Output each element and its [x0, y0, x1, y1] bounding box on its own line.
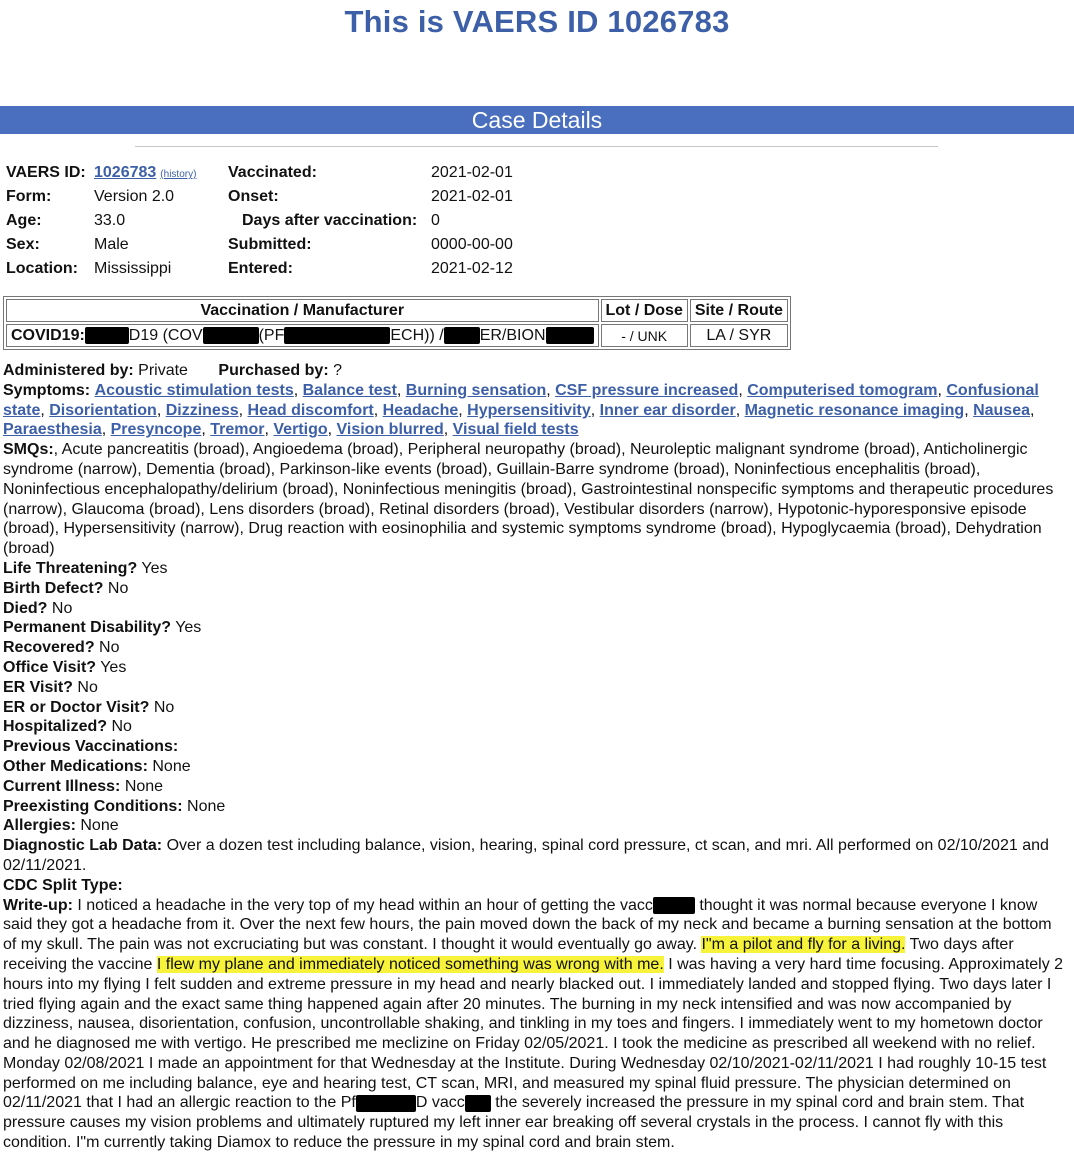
case-field-value: None: [124, 777, 164, 795]
case-field-row: [3, 579, 1067, 599]
case-field-row: [3, 618, 1067, 638]
vaccination-table: [3, 296, 791, 350]
vaccine-name-part: (PF: [258, 326, 285, 344]
writeup-text: the severely increased the pressure in my spinal cord and brain stem. That pressure causes my vision problems and ultimately ruptured my left inner ear breaking off several crystals in the process. I cannot fly with this condition. I"m currently taking Diamox to reduce the pressure in my spinal cord and brain stem.: [3, 1094, 1025, 1152]
symptom-link[interactable]: Head discomfort: [247, 401, 374, 419]
col-lot-dose: Lot / Dose: [601, 299, 688, 322]
vaccinated-value: 2021-02-01: [431, 164, 513, 181]
smqs-label: SMQs:: [3, 441, 54, 459]
case-field-label: ER Visit?: [3, 678, 73, 696]
symptoms-list: Acoustic stimulation tests, Balance test, Burning sensation, CSF pressure increased, Computerised tomogram, Confusional state, Disorientation, Dizziness, Head discomfort, Headache, Hypersensitivity, Inner ear disorder, Magnetic resonance imaging, Nausea, Paraesthesia, Presyncope, Tremor, Vertigo, Vision blurred, Visual field tests: [3, 381, 1039, 439]
case-field-row: [3, 737, 1067, 757]
vaers-id-label: VAERS ID:: [6, 164, 86, 181]
writeup-text: Two days after receiving the vaccine: [3, 936, 1014, 973]
submitted-value: 0000-00-00: [431, 236, 513, 253]
symptom-link[interactable]: Vision blurred: [336, 421, 444, 439]
symptom-link[interactable]: Acoustic stimulation tests: [94, 381, 294, 399]
case-field-label: Current Illness:: [3, 777, 121, 795]
entered-value: 2021-02-12: [431, 260, 513, 277]
sex-label: Sex:: [6, 236, 40, 253]
redaction-block: [356, 1095, 416, 1112]
case-field-value: No: [77, 678, 98, 696]
entered-label: Entered:: [228, 260, 293, 277]
purchased-label: Purchased by:: [218, 362, 329, 379]
symptom-link[interactable]: Visual field tests: [452, 421, 579, 439]
case-field-label: Previous Vaccinations:: [3, 738, 179, 756]
redaction-block: [546, 327, 594, 344]
symptom-link[interactable]: Tremor: [210, 421, 265, 439]
manufacturer-part: ER/BION: [479, 326, 546, 344]
redaction-block: [465, 1095, 491, 1112]
case-field-label: Office Visit?: [3, 658, 97, 676]
case-field-row: [3, 678, 1067, 698]
symptom-link[interactable]: Burning sensation: [405, 381, 547, 399]
vaccine-name-part: ECH)) /: [390, 326, 444, 344]
cdc-split-row: [3, 876, 1067, 896]
case-field-label: Life Threatening?: [3, 559, 138, 577]
location-value: Mississippi: [94, 260, 172, 277]
redaction-block: [653, 897, 695, 914]
administered-label: Administered by:: [3, 362, 134, 379]
sex-value: Male: [94, 236, 129, 253]
case-field-row: [3, 658, 1067, 678]
case-field-value: Yes: [141, 559, 168, 577]
case-field-value: No: [153, 698, 175, 716]
vaccinated-label: Vaccinated:: [228, 164, 317, 181]
symptom-link[interactable]: Dizziness: [165, 401, 239, 419]
divider: [135, 146, 938, 147]
case-field-label: Died?: [3, 599, 48, 617]
table-header-row: [6, 299, 788, 322]
case-field-label: Preexisting Conditions:: [3, 797, 183, 815]
case-field-value: Yes: [100, 658, 127, 676]
case-field-label: Recovered?: [3, 639, 95, 657]
writeup-text: I was having a very hard time focusing. Approximately 2 hours into my flying I felt sudden and extreme pressure in my head and nearly blacked out. I immediately landed and stopped flying. Two days later I tried flying again and the exact same thing happened again after 20 minutes. The burning in my neck intensified and was now accompanied by dizziness, nausea, disorientation, confusion, uncontrollable shaking, and tinkling in my toes and fingers. I immediately went to my hometown doctor and he diagnosed me with vertigo. He prescribed me meclizine on Friday 02/05/2021. I took the medicine as prescribed all weekend with no relief. Monday 02/08/2021 I made an appointment for that Wednesday at the Institute. During Wednesday 02/10/2021-02/11/2021 I had roughly 10-15 test performed on me including balance, eye and hearing test, CT scan, MRI, and measured my spinal fluid pressure. The physician determined on 02/11/2021 that I had an allergic reaction to the Pf: [3, 955, 1064, 1112]
writeup-text: thought it was normal because everyone I know said they got a headache from it. Over the next few hours, the pain moved down the back of my neck and became a burning sensation at the bottom of my skull. The pain was not excruciating but was constant. I thought it would eventually go away.: [3, 896, 1052, 954]
case-field-row: [3, 717, 1067, 737]
onset-value: 2021-02-01: [431, 188, 513, 205]
form-label: Form:: [6, 188, 52, 205]
symptom-link[interactable]: Inner ear disorder: [599, 401, 736, 419]
case-field-row: [3, 599, 1067, 619]
highlighted-text: I flew my plane and immediately noticed something was wrong with me.: [156, 955, 664, 973]
symptom-link[interactable]: Headache: [382, 401, 459, 419]
symptoms-row: [3, 381, 1067, 440]
symptom-link[interactable]: Disorientation: [49, 401, 157, 419]
case-field-row: [3, 797, 1067, 817]
redaction-block: [444, 327, 480, 344]
redaction-block: [203, 327, 259, 344]
case-field-row: [3, 638, 1067, 658]
symptom-link[interactable]: CSF pressure increased: [555, 381, 739, 399]
case-field-row: [3, 777, 1067, 797]
vaers-id-link[interactable]: 1026783: [94, 164, 157, 181]
age-label: Age:: [6, 212, 42, 229]
case-fields: [3, 559, 1067, 836]
case-field-label: Permanent Disability?: [3, 619, 172, 637]
case-field-row: [3, 698, 1067, 718]
highlighted-text: I"m a pilot and fly for a living.: [701, 936, 906, 954]
case-details-body: [3, 361, 1067, 1153]
symptom-link[interactable]: Presyncope: [110, 421, 202, 439]
symptom-link[interactable]: Paraesthesia: [3, 421, 102, 439]
symptom-link[interactable]: Magnetic resonance imaging: [744, 401, 965, 419]
case-field-value: No: [51, 599, 73, 617]
vaccine-type: COVID19:: [11, 326, 85, 344]
days-after-value: 0: [431, 212, 440, 229]
administered-value: Private: [138, 362, 188, 379]
case-field-value: No: [107, 579, 129, 597]
case-field-value: Yes: [175, 619, 202, 637]
symptom-link[interactable]: Nausea: [973, 401, 1030, 419]
vaccine-name-part: D19 (COV: [128, 326, 203, 344]
smqs-value: , Acute pancreatitis (broad), Angioedema (broad), Peripheral neuropathy (broad), Neuroleptic malignant syndrome (broad), Anticholinergic syndrome (narrow), Dementia (broad), Parkinson-like events (broad), Guillain-Barre syndrome (broad), Noninfectious encephalitis (broad), Noninfectious encephalopathy/delirium (broad), Noninfectious meningitis (broad), Gastrointestinal nonspecific symptoms and therapeutic procedures (narrow), Glaucoma (broad), Lens disorders (broad), Retinal disorders (broad), Vestibular disorders (narrow), Hypotonic-hyporesponsive episode (broad), Hypersensitivity (narrow), Drug reaction with eosinophilia and systemic symptoms syndrome (broad), Hypoglycaemia (broad), Dehydration (broad): [3, 441, 1054, 558]
submitted-label: Submitted:: [228, 236, 312, 253]
case-field-row: [3, 559, 1067, 579]
col-vaccination-manufacturer: Vaccination / Manufacturer: [6, 299, 599, 322]
case-field-label: Other Medications:: [3, 757, 148, 775]
symptom-link[interactable]: Confusional state: [3, 381, 1039, 419]
col-site-route: Site / Route: [690, 299, 788, 322]
diagnostic-label: Diagnostic Lab Data:: [3, 837, 163, 855]
onset-label: Onset:: [228, 188, 279, 205]
vaccine-cell: [6, 324, 599, 347]
administered-row: [3, 361, 1067, 381]
days-after-label: Days after vaccination:: [242, 212, 418, 229]
case-field-value: No: [99, 639, 120, 657]
case-field-value: No: [111, 718, 132, 736]
case-field-row: [3, 757, 1067, 777]
vaers-id-value: [94, 164, 196, 182]
redaction-block: [85, 327, 129, 344]
smqs-row: [3, 440, 1067, 559]
diagnostic-value: Over a dozen test including balance, vision, hearing, spinal cord pressure, ct scan, and mri. All performed on 02/10/2021 and 02/11/2021.: [3, 837, 1049, 874]
case-field-value: None: [80, 817, 119, 835]
symptoms-label: Symptoms:: [3, 381, 91, 399]
history-link[interactable]: (history): [160, 169, 197, 180]
case-field-label: ER or Doctor Visit?: [3, 698, 150, 716]
writeup-row: [3, 896, 1067, 1153]
case-field-label: Hospitalized?: [3, 718, 108, 736]
redaction-block: [284, 327, 390, 344]
case-field-value: None: [187, 797, 226, 815]
case-field-label: Birth Defect?: [3, 579, 104, 597]
case-field-value: None: [152, 757, 191, 775]
symptom-link[interactable]: Hypersensitivity: [467, 401, 591, 419]
symptom-link[interactable]: Computerised tomogram: [747, 381, 938, 399]
form-value: Version 2.0: [94, 188, 175, 205]
case-field-label: Allergies:: [3, 817, 76, 835]
lot-dose-cell: - / UNK: [601, 324, 688, 347]
cdc-split-label: CDC Split Type:: [3, 876, 123, 894]
site-route-cell: LA / SYR: [690, 324, 788, 347]
age-value: 33.0: [94, 212, 126, 229]
diagnostic-row: [3, 836, 1067, 876]
purchased-value: ?: [333, 362, 343, 379]
symptom-link[interactable]: Balance test: [302, 381, 397, 399]
case-field-row: [3, 816, 1067, 836]
case-details-band: Case Details: [0, 106, 1074, 134]
symptom-link[interactable]: Vertigo: [273, 421, 328, 439]
location-label: Location:: [6, 260, 78, 277]
writeup-text: I noticed a headache in the very top of my head within an hour of getting the vacc: [77, 896, 653, 914]
page-title: This is VAERS ID 1026783: [344, 4, 730, 39]
table-row: [6, 324, 788, 347]
writeup-label: Write-up:: [3, 896, 73, 914]
writeup-text: D vacc: [415, 1094, 465, 1112]
